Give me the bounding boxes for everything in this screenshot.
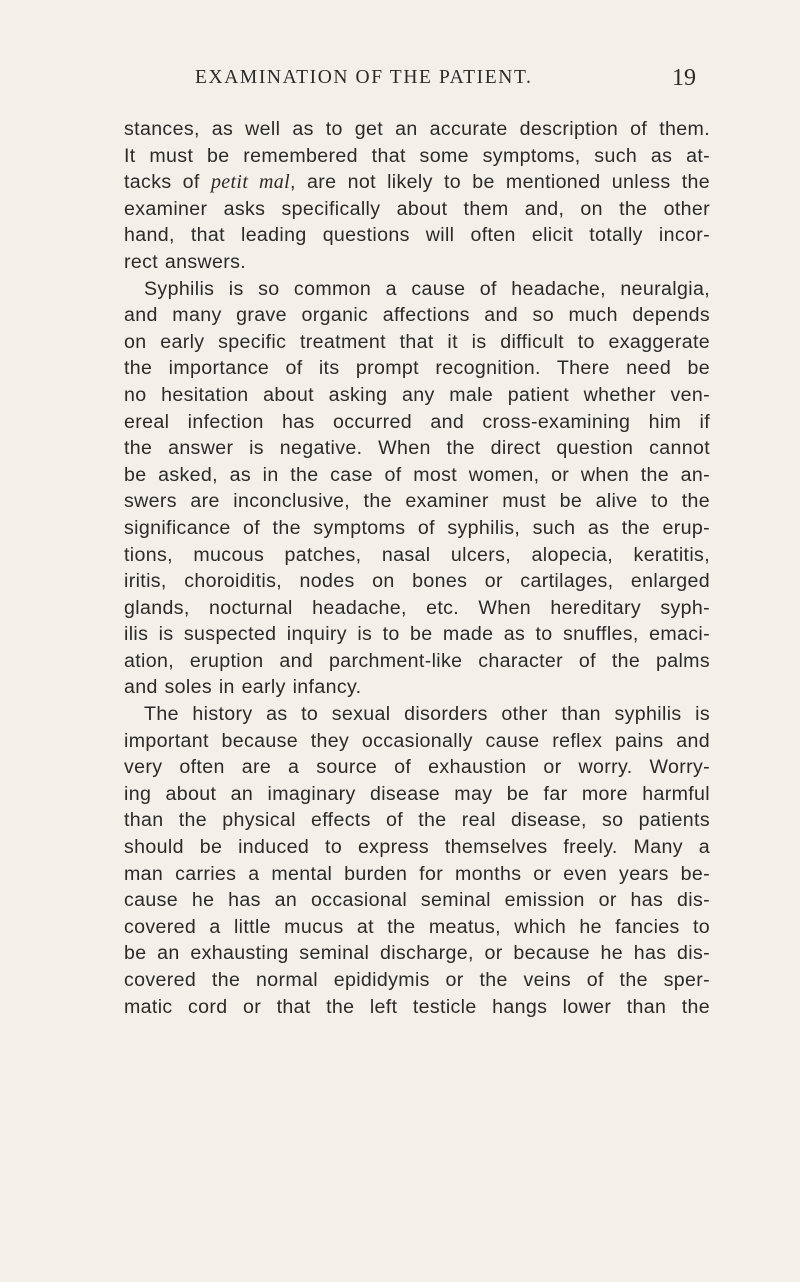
text-line: covered the normal epididymis or the veins of the sper-: [124, 969, 710, 991]
text-line: and many grave organic affections and so much depends: [124, 304, 710, 327]
text-line: covered a little mucus at the meatus, which he fancies to: [124, 915, 710, 938]
text-line: examiner asks specifically about them and, on the other: [124, 197, 710, 220]
text-line: [124, 169, 710, 196]
text-line: be asked, as in the case of most women, or when the an-: [124, 463, 710, 486]
text-line: be an exhausting seminal discharge, or because he has dis-: [124, 942, 710, 965]
italic-term: petit mal: [210, 171, 291, 194]
text-line: tions, mucous patches, nasal ulcers, alopecia, keratitis,: [124, 543, 710, 566]
text-line: and soles in early infancy.: [124, 676, 362, 699]
text-line: hand, that leading questions will often elicit totally incor-: [124, 224, 710, 247]
text-line: cause he has an occasional seminal emission or has dis-: [124, 889, 710, 912]
text-line: stances, as well as to get an accurate description of them.: [124, 118, 710, 140]
text-line: ereal infection has occurred and cross-examining him if: [124, 410, 710, 433]
text-line: ing about an imaginary disease may be far more harmful: [124, 782, 710, 805]
text-line: than the physical effects of the real disease, so patients: [124, 809, 710, 832]
body-text: [124, 116, 710, 1020]
text-line: should be induced to express themselves freely. Many a: [124, 836, 710, 859]
text-line: significance of the symptoms of syphilis, such as the erup-: [124, 516, 710, 539]
text-line: very often are a source of exhaustion or worry. Worry-: [124, 756, 710, 779]
text-line: ilis is suspected inquiry is to be made as to snuffles, emaci-: [124, 623, 710, 646]
text-line: It must be remembered that some symptoms, such as at-: [124, 144, 710, 167]
text-line: matic cord or that the left testicle hangs lower than the: [124, 995, 710, 1018]
text-line: important because they occasionally cause reflex pains and: [124, 729, 710, 752]
text-line: rect answers.: [124, 250, 247, 273]
page-number: 19: [672, 65, 696, 91]
text-line: swers are inconclusive, the examiner must be alive to the: [124, 490, 710, 513]
text-line: on early specific treatment that it is difficult to exaggerate: [124, 330, 710, 353]
text-line: iritis, choroiditis, nodes on bones or cartilages, enlarged: [124, 570, 710, 593]
text-line: no hesitation about asking any male patient whether ven-: [124, 383, 710, 406]
text-line: the importance of its prompt recognition. There need be: [124, 357, 710, 380]
text-segment: tacks of: [124, 171, 211, 194]
text-segment: , are not likely to be mentioned unless the: [290, 171, 710, 194]
text-line: glands, nocturnal headache, etc. When hereditary syph-: [124, 596, 710, 619]
text-line: the answer is negative. When the direct question cannot: [124, 437, 710, 460]
text-line: man carries a mental burden for months or even years be-: [124, 862, 710, 885]
text-line: Syphilis is so common a cause of headache, neuralgia,: [144, 277, 710, 300]
text-line: ation, eruption and parchment-like character of the palms: [124, 649, 710, 672]
running-title: EXAMINATION OF THE PATIENT.: [195, 67, 533, 88]
text-line: The history as to sexual disorders other than syphilis is: [144, 703, 710, 726]
